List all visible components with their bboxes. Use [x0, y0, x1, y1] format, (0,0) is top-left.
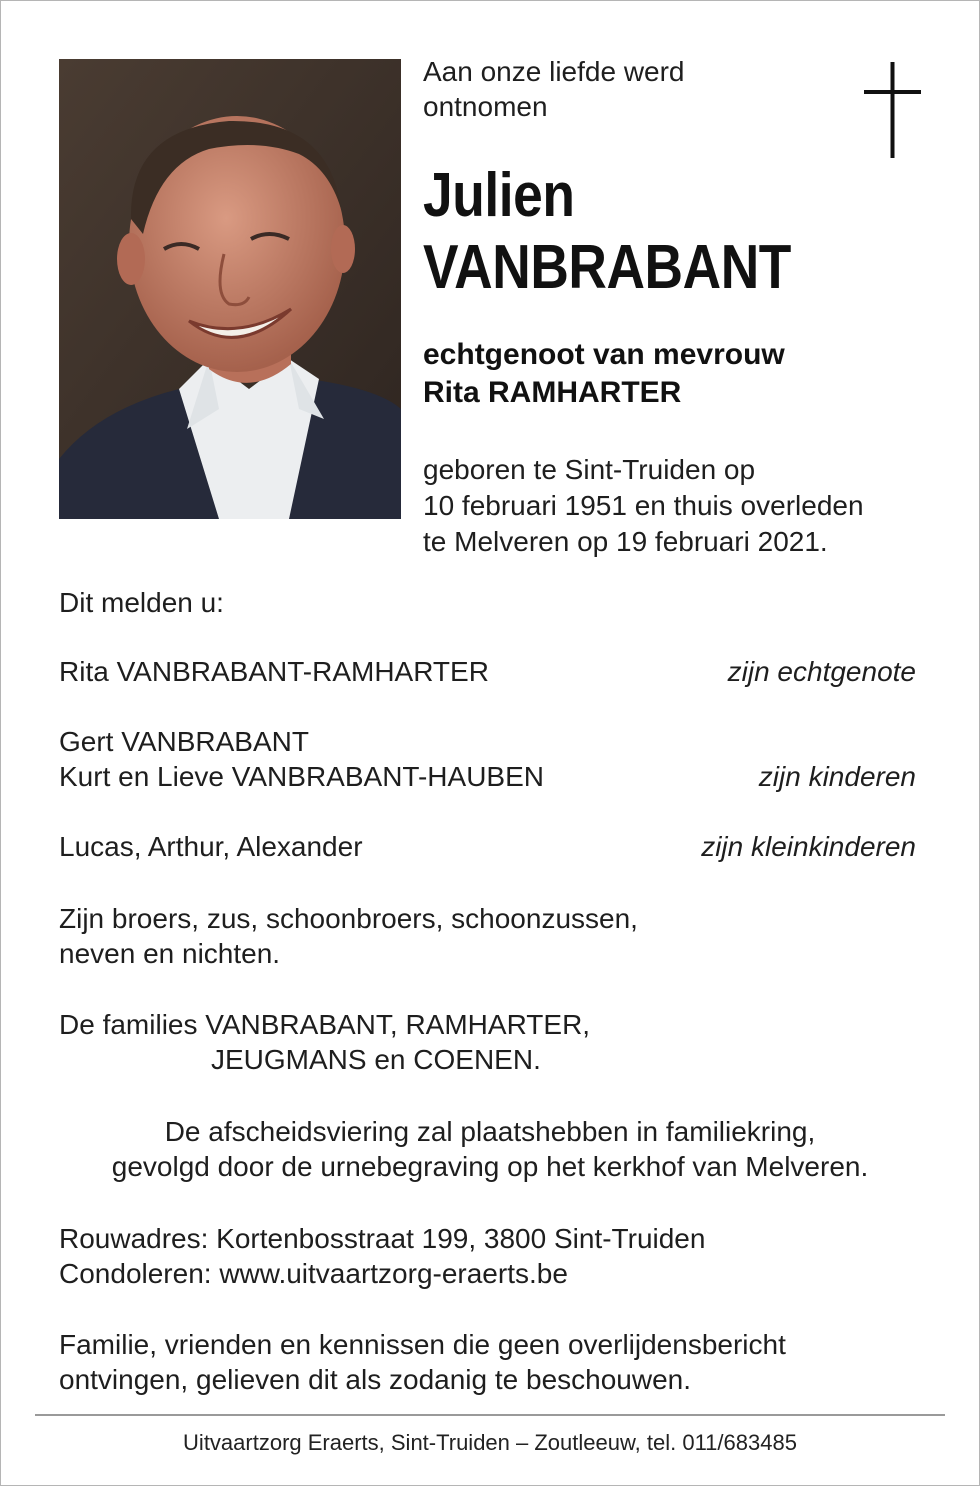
condolences-text: Condoleren: www.uitvaartzorg-eraerts.be [59, 1258, 568, 1289]
spouse-info [423, 336, 943, 412]
family-row-child-2 [59, 759, 916, 794]
funeral-home-footer: Uitvaartzorg Eraerts, Sint-Truiden – Zoutleeuw, tel. 011/683485 [183, 1430, 797, 1455]
address-text: Rouwadres: Kortenbosstraat 199, 3800 Sint-Truiden [59, 1223, 706, 1254]
family-row-child-1 [59, 724, 916, 759]
latin-cross-icon [864, 62, 922, 165]
portrait-photo [59, 59, 401, 519]
family-grandchildren-role: zijn kleinkinderen [701, 831, 916, 862]
notice-line-1: Familie, vrienden en kennissen die geen overlijdensbericht [59, 1329, 786, 1360]
intro-line-1: Aan onze liefde werd [423, 56, 685, 87]
birth-line-2: 10 februari 1951 en thuis overleden [423, 490, 864, 521]
notice-line-2: ontvingen, gelieven dit als zodanig te beschouwen. [59, 1364, 691, 1395]
family-children-role: zijn kinderen [758, 761, 916, 792]
intro-text [423, 54, 823, 124]
ceremony-line-2: gevolgd door de urnebegraving op het kerkhof van Melveren. [111, 1151, 869, 1182]
family-child-1: Gert VANBRABANT [59, 726, 309, 757]
family-row-grandchildren [59, 829, 916, 864]
families-line-2: JEUGMANS en COENEN. [211, 1044, 541, 1075]
spouse-line-1: echtgenoot van mevrouw [423, 338, 785, 371]
siblings-line-2: neven en nichten. [59, 938, 281, 969]
deceased-name [423, 160, 870, 304]
family-child-2: Kurt en Lieve VANBRABANT-HAUBEN [59, 761, 544, 792]
birth-line-1: geboren te Sint-Truiden op [423, 454, 756, 485]
announce-text: Dit melden u: [59, 587, 224, 618]
family-grandchildren: Lucas, Arthur, Alexander [59, 831, 363, 862]
intro-line-2: ontnomen [423, 91, 548, 122]
family-spouse-role: zijn echtgenote [727, 656, 916, 687]
families-line-1: De families VANBRABANT, RAMHARTER, [59, 1009, 591, 1040]
first-name: Julien [423, 161, 575, 230]
birth-line-3: te Melveren op 19 februari 2021. [423, 526, 828, 557]
last-name: VANBRABANT [423, 233, 791, 302]
ceremony-line-1: De afscheidsviering zal plaatshebben in familiekring, [164, 1116, 816, 1147]
spouse-line-2: Rita RAMHARTER [423, 376, 682, 409]
family-row-spouse [59, 654, 916, 689]
siblings-line-1: Zijn broers, zus, schoonbroers, schoonzussen, [59, 903, 638, 934]
footer-divider [35, 1414, 945, 1416]
family-spouse-name: Rita VANBRABANT-RAMHARTER [59, 656, 489, 687]
birth-death-info [423, 452, 943, 560]
